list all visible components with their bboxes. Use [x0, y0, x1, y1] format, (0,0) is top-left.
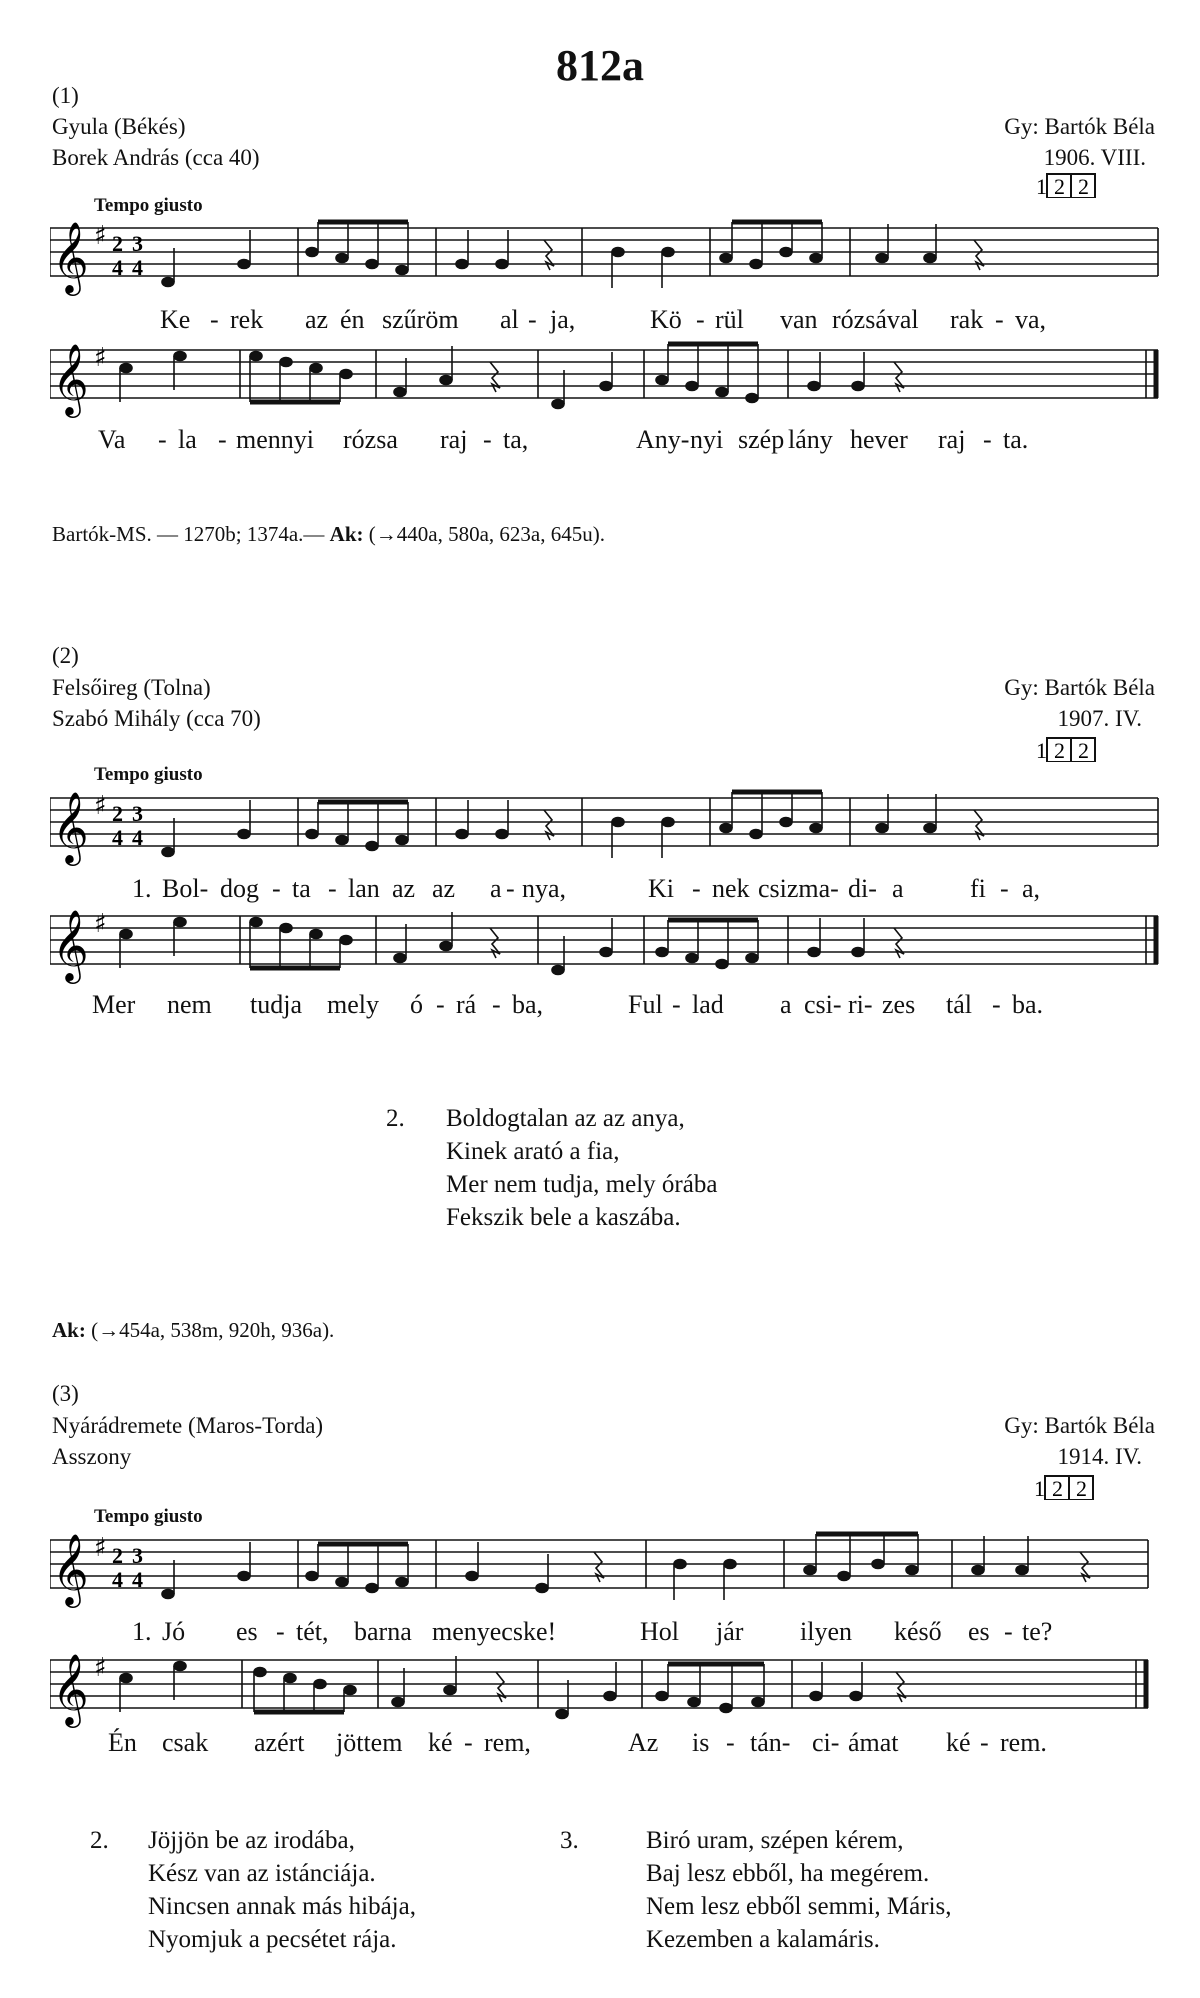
section-2-verse: [446, 1102, 717, 1234]
syllable: -: [506, 874, 515, 903]
syllable: ba,: [512, 990, 544, 1019]
syllable: -: [436, 990, 445, 1019]
section-2-singer: Szabó Mihály (cca 70): [52, 706, 261, 731]
syllable: -: [218, 425, 227, 454]
syllable: rózsa: [343, 425, 398, 454]
box-number: 2: [1076, 1476, 1087, 1500]
section-2-date: 1907. IV.: [1057, 706, 1142, 731]
syllable: az: [392, 874, 416, 903]
section-3-singer: Asszony: [52, 1444, 132, 1469]
footnote-refs: (→454a, 538m, 920h, 936a).: [91, 1318, 335, 1342]
syllable: -: [464, 1728, 473, 1757]
staff-1-2: [50, 340, 1160, 420]
syllable: ó: [410, 990, 423, 1019]
syllable: dog: [220, 874, 259, 903]
syllable: -: [276, 1617, 285, 1646]
syllable: szűröm: [382, 305, 459, 334]
syllable: barna: [354, 1617, 412, 1646]
syllable: al: [500, 305, 519, 334]
sharp-icon: ♯: [94, 791, 107, 821]
syllable: rak: [950, 305, 984, 334]
staff-3-2: [50, 1650, 1160, 1730]
sharp-icon: ♯: [94, 1533, 107, 1563]
syllable: ba.: [1012, 990, 1044, 1019]
syllable: ri-: [848, 990, 873, 1019]
syllable: fi: [970, 874, 986, 903]
time-sig: 3: [132, 801, 143, 826]
syllable: la: [178, 425, 197, 454]
time-sig: 2: [112, 1543, 123, 1568]
syllable: van: [780, 305, 818, 334]
box-number: 2: [1078, 174, 1089, 198]
syllable: te?: [1022, 1617, 1053, 1646]
syllable: -: [995, 305, 1004, 334]
syllable: Hol: [640, 1617, 679, 1646]
box-number: 1: [1036, 174, 1047, 198]
section-2-footnote: [52, 1318, 334, 1343]
syllable: -: [328, 874, 337, 903]
syllable: jöttem: [336, 1728, 403, 1757]
syllable: va,: [1015, 305, 1047, 334]
syllable: lány: [788, 425, 833, 454]
time-sig: 4: [132, 825, 143, 850]
syllable: csak: [162, 1728, 209, 1757]
syllable: Ki: [648, 874, 674, 903]
syllable: -: [492, 990, 501, 1019]
section-2-verse-number: 2.: [386, 1105, 405, 1132]
syllable: csizma-: [758, 874, 839, 903]
syllable: -: [983, 425, 992, 454]
syllable: én: [340, 305, 365, 334]
section-1-footnote: [52, 522, 605, 547]
section-2-place: Felsőireg (Tolna): [52, 675, 211, 700]
syllable: di-: [848, 874, 877, 903]
syllable: is: [692, 1728, 710, 1757]
syllable: 1.: [132, 874, 152, 903]
syllable: rá: [456, 990, 477, 1019]
syllable: késő: [894, 1617, 942, 1646]
box-number: 1: [1036, 738, 1047, 762]
syllable: lad: [692, 990, 724, 1019]
syllable: az: [432, 874, 456, 903]
section-3-tempo: Tempo giusto: [94, 1506, 203, 1527]
section-2-number: (2): [52, 643, 79, 668]
staff-2-2: [50, 906, 1160, 986]
verse-line: Kezemben a kalamáris.: [646, 1926, 880, 1953]
verse-line: Nem lesz ebből semmi, Máris,: [646, 1893, 952, 1920]
section-1-singer: Borek András (cca 40): [52, 145, 260, 170]
syllable: nem: [167, 990, 212, 1019]
section-3-verse3: [646, 1824, 952, 1956]
syllable: a,: [1022, 874, 1041, 903]
syllable: azért: [254, 1728, 305, 1757]
syllable: Az: [628, 1728, 659, 1757]
syllable: csi-: [804, 990, 842, 1019]
syllable: raj: [938, 425, 966, 454]
syllable: lan: [348, 874, 380, 903]
section-1-date: 1906. VIII.: [1043, 145, 1146, 170]
verse-line: Kinek arató a fia,: [446, 1138, 620, 1165]
section-3-verse3-number: 3.: [560, 1827, 579, 1854]
syllable: mely: [327, 990, 379, 1019]
section-2-collector: Gy: Bartók Béla: [1004, 675, 1155, 700]
verse-line: Mer nem tudja, mely órába: [446, 1171, 718, 1198]
syllable: Kö: [650, 305, 682, 334]
section-1-place: Gyula (Békés): [52, 114, 186, 139]
treble-clef-icon: 𝄞: [52, 1532, 89, 1605]
verse-line: Nincsen annak más hibája,: [148, 1893, 416, 1920]
syllable: tál: [946, 990, 972, 1019]
section-3-verse2: [148, 1824, 416, 1956]
syllable: Én: [108, 1728, 137, 1757]
verse-line: Biró uram, szépen kérem,: [646, 1827, 904, 1854]
syllable: ci-: [812, 1728, 840, 1757]
syllable: tán-: [750, 1728, 791, 1757]
syllable: ámat: [848, 1728, 899, 1757]
treble-clef-icon: 𝄞: [52, 220, 89, 293]
syllable: -: [992, 990, 1001, 1019]
verse-line: Baj lesz ebből, ha megérem.: [646, 1860, 930, 1887]
footnote-refs: (→440a, 580a, 623a, 645u).: [368, 522, 605, 546]
syllable: ta,: [503, 425, 529, 454]
box-number: 2: [1054, 174, 1065, 198]
syllable: tudja: [250, 990, 302, 1019]
syllable: -: [1000, 874, 1009, 903]
syllable: a: [780, 990, 792, 1019]
syllable: -: [726, 1728, 735, 1757]
time-sig: 3: [132, 231, 143, 256]
syllable: ké: [946, 1728, 971, 1757]
syllable: rek: [230, 305, 264, 334]
time-sig: 4: [132, 255, 143, 280]
box-number: 2: [1078, 738, 1089, 762]
time-sig: 2: [112, 801, 123, 826]
time-sig: 4: [112, 1567, 123, 1592]
time-sig: 4: [112, 255, 123, 280]
syllable: -: [692, 874, 701, 903]
syllable: ja,: [550, 305, 576, 334]
treble-clef-icon: 𝄞: [52, 342, 89, 415]
syllable: ilyen: [800, 1617, 852, 1646]
syllable: rem.: [1000, 1728, 1047, 1757]
section-3-collector: Gy: Bartók Béla: [1004, 1413, 1155, 1438]
form-boxes-icon: [1034, 172, 1106, 198]
section-1-collector: Gy: Bartók Béla: [1004, 114, 1155, 139]
syllable: Ful: [628, 990, 663, 1019]
syllable: Ke: [160, 305, 191, 334]
box-number: 2: [1054, 738, 1065, 762]
sharp-icon: ♯: [94, 221, 107, 251]
syllable: -: [1004, 1617, 1013, 1646]
page-title: 812a: [556, 41, 644, 90]
sharp-icon: ♯: [94, 1653, 107, 1683]
syllable: az: [305, 305, 329, 334]
verse-line: Boldogtalan az az anya,: [446, 1105, 685, 1132]
staff-2-1: [50, 788, 1160, 868]
syllable: a: [490, 874, 502, 903]
form-boxes-icon: [1034, 736, 1106, 762]
syllable: rül: [715, 305, 744, 334]
section-1-number: (1): [52, 83, 79, 108]
staff-3-1: [50, 1530, 1160, 1610]
syllable: -: [672, 990, 681, 1019]
syllable: -: [272, 874, 281, 903]
footnote-source: Bartók-MS. — 1270b; 1374a.—: [52, 522, 325, 546]
sharp-icon: ♯: [94, 343, 107, 373]
section-2-tempo: Tempo giusto: [94, 764, 203, 785]
time-sig: 4: [132, 1567, 143, 1592]
treble-clef-icon: 𝄞: [52, 1652, 89, 1725]
syllable: menyecske!: [432, 1617, 557, 1646]
section-3-place: Nyárádremete (Maros-Torda): [52, 1413, 324, 1438]
time-sig: 2: [112, 231, 123, 256]
syllable: Va: [98, 425, 126, 454]
treble-clef-icon: 𝄞: [52, 908, 89, 981]
syllable: -: [158, 425, 167, 454]
syllable: tét,: [296, 1617, 329, 1646]
syllable: es: [236, 1617, 258, 1646]
syllable: Any-: [636, 425, 690, 454]
syllable: ké: [428, 1728, 453, 1757]
section-3-number: (3): [52, 1381, 79, 1406]
syllable: Bol-: [162, 874, 209, 903]
time-sig: 3: [132, 1543, 143, 1568]
syllable: jár: [716, 1617, 744, 1646]
syllable: -: [980, 1728, 989, 1757]
syllable: nyi: [690, 425, 724, 454]
syllable: 1.: [132, 1617, 152, 1646]
syllable: raj: [440, 425, 468, 454]
verse-line: Jöjjön be az irodába,: [148, 1827, 355, 1854]
syllable: mennyi: [236, 425, 314, 454]
box-number: 2: [1052, 1476, 1063, 1500]
footnote-ak-label: Ak:: [329, 522, 364, 546]
treble-clef-icon: 𝄞: [52, 790, 89, 863]
syllable: ta.: [1003, 425, 1029, 454]
verse-line: Nyomjuk a pecsétet rája.: [148, 1926, 397, 1953]
section-3-date: 1914. IV.: [1057, 1444, 1142, 1469]
syllable: -: [696, 305, 705, 334]
syllable: ta: [292, 874, 311, 903]
syllable: Jó: [162, 1617, 186, 1646]
syllable: a: [892, 874, 904, 903]
syllable: -: [210, 305, 219, 334]
syllable: szép: [738, 425, 785, 454]
section-3-verse2-number: 2.: [90, 1827, 109, 1854]
time-sig: 4: [112, 825, 123, 850]
syllable: es: [968, 1617, 990, 1646]
verse-line: Kész van az istánciája.: [148, 1860, 376, 1887]
staff-1-1: [50, 218, 1160, 298]
syllable: -: [483, 425, 492, 454]
syllable: hever: [850, 425, 908, 454]
footnote-ak-label: Ak:: [52, 1318, 86, 1342]
syllable: nek: [712, 874, 750, 903]
form-boxes-icon: [1032, 1474, 1104, 1500]
syllable: rózsával: [832, 305, 919, 334]
box-number: 1: [1034, 1476, 1045, 1500]
syllable: rem,: [484, 1728, 531, 1757]
verse-line: Fekszik bele a kaszába.: [446, 1204, 681, 1231]
sharp-icon: ♯: [94, 909, 107, 939]
section-1-tempo: Tempo giusto: [94, 195, 203, 216]
syllable: nya,: [522, 874, 567, 903]
syllable: -: [528, 305, 537, 334]
syllable: Mer: [92, 990, 136, 1019]
syllable: zes: [882, 990, 916, 1019]
